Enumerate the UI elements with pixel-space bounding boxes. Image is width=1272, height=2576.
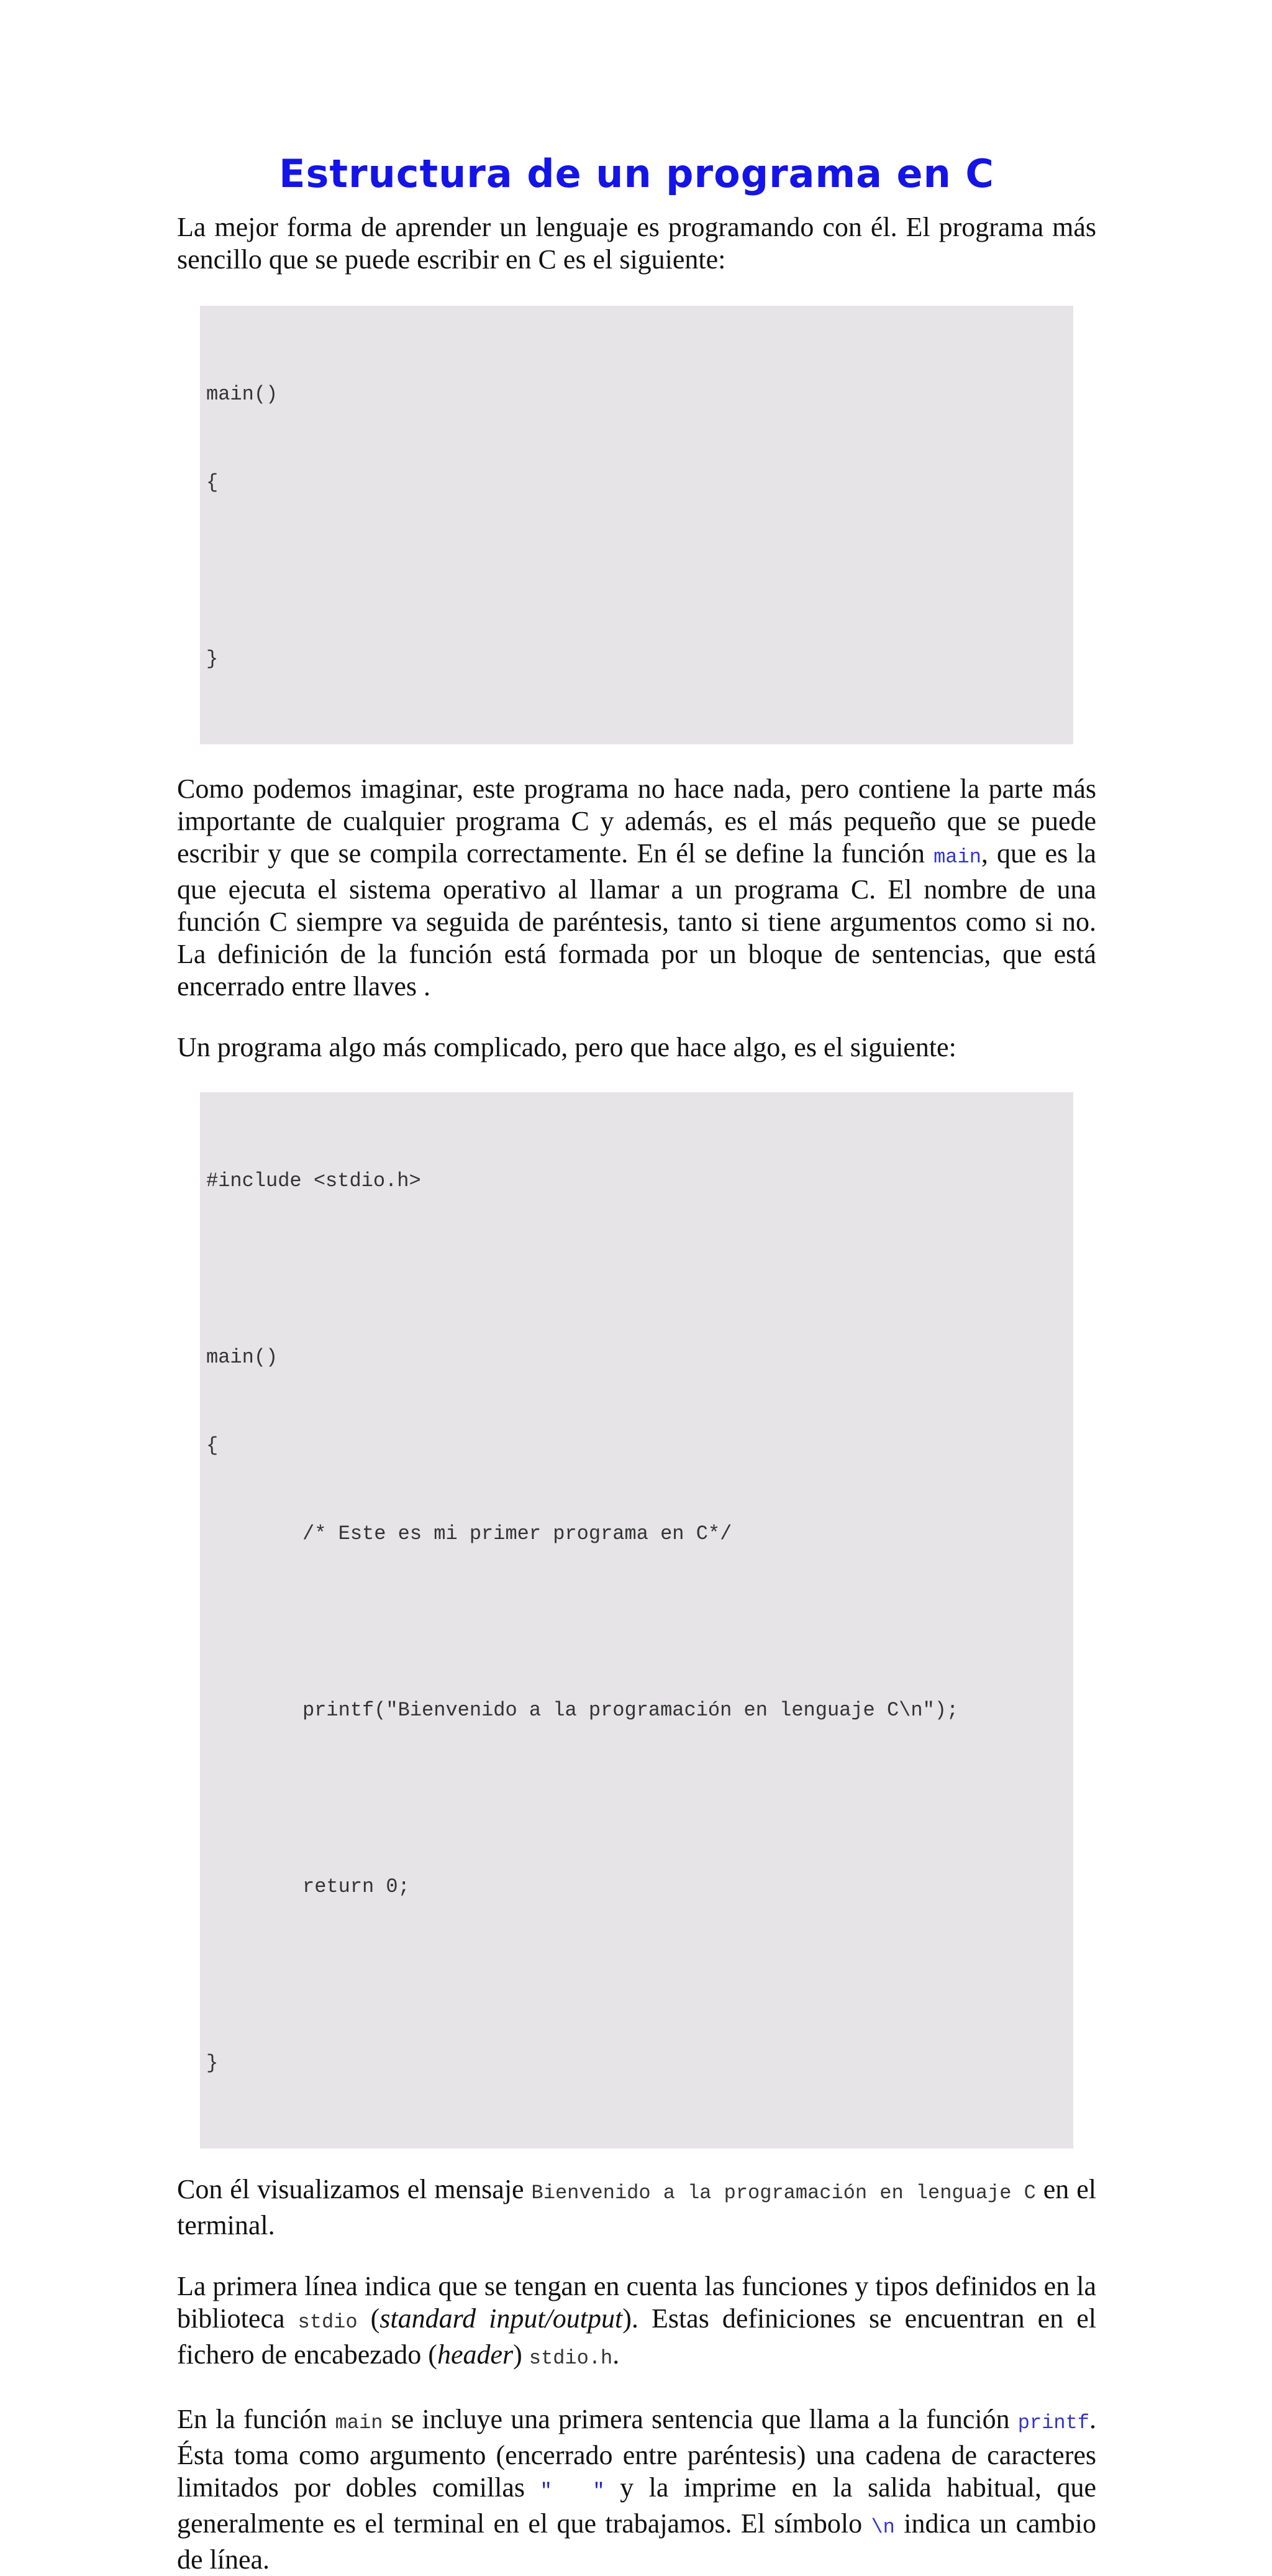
include-text-2: (	[357, 2303, 380, 2334]
include-text-3: ). Estas definiciones se encuentran en el fichero de encabezado (	[177, 2303, 1097, 2370]
standard-io-term: standard input/output	[379, 2303, 623, 2334]
include-text-5: .	[612, 2339, 620, 2370]
code-block-minimal	[200, 306, 1073, 744]
inline-code-printf: printf	[1017, 2411, 1089, 2434]
page-title: Estructura de un programa en C	[279, 151, 994, 196]
inline-code-main: main	[934, 846, 981, 869]
code-line-blank	[206, 1610, 1067, 1634]
printf-text-3: . Ésta toma como argumento (encerrado entre paréntesis) una cadena de caracteres limitados por dobles comillas	[177, 2404, 1096, 2503]
inline-code-message: Bienvenido a la programación en lenguaje C	[531, 2181, 1036, 2204]
code-line-blank	[206, 1258, 1067, 1281]
header-term: header	[437, 2339, 514, 2370]
code-line-return: return 0;	[302, 1875, 410, 1898]
code-line-comment: /* Este es mi primer programa en C*/	[302, 1522, 732, 1545]
code-line: main()	[206, 383, 278, 406]
code-line-open-brace: {	[206, 1434, 219, 1457]
inline-code-main: main	[335, 2411, 383, 2434]
explanation-paragraph	[177, 773, 1096, 1003]
intro-paragraph: La mejor forma de aprender un lenguaje es programando con él. El programa más sencillo que se puede escribir en C es el siguiente:	[177, 212, 1096, 275]
include-text-4: )	[513, 2339, 529, 2370]
document-page	[177, 149, 1096, 2576]
code-line: }	[206, 647, 219, 670]
output-text-end: en el terminal.	[177, 2174, 1096, 2240]
inline-code-stdio-h: stdio.h	[529, 2347, 613, 2370]
printf-text-5: indica un cambio de línea.	[177, 2508, 1096, 2575]
code-line-blank	[206, 1963, 1067, 1987]
printf-text-2: se incluye una primera sentencia que llama a la función	[383, 2404, 1018, 2434]
output-paragraph	[177, 2173, 1096, 2242]
explanation-text-start: Como podemos imaginar, este programa no hace nada, pero contiene la parte más importante de cualquier programa C y además, es el más pequeño que se puede escribir y que se compila correctamente. En él se define la función	[177, 774, 1096, 869]
printf-paragraph	[177, 2403, 1096, 2576]
code-block-hello	[200, 1092, 1073, 2149]
code-line-main: main()	[206, 1346, 278, 1369]
include-text-1: La primera línea indica que se tengan en cuenta las funciones y tipos definidos en la biblioteca	[177, 2271, 1096, 2334]
code-line-printf: printf("Bienvenido a la programación en lenguaje C\n");	[302, 1699, 959, 1722]
inline-code-stdio: stdio	[298, 2311, 358, 2334]
inline-code-newline: \n	[871, 2516, 895, 2539]
code-line	[206, 559, 1067, 583]
printf-text-1: En la función	[177, 2404, 335, 2434]
code-line-include: #include <stdio.h>	[206, 1169, 421, 1192]
printf-text-4: y la imprime en la salida habitual, que generalmente es el terminal en el que trabajamos. El símbolo	[177, 2472, 1097, 2539]
inline-code-quotes: " "	[540, 2480, 605, 2503]
include-paragraph	[177, 2270, 1096, 2375]
output-text-start: Con él visualizamos el mensaje	[177, 2174, 532, 2204]
explanation-text-end: , que es la que ejecuta el sistema operativo al llamar a un programa C. El nombre de una función C siempre va seguida de paréntesis, tanto si tiene argumentos como si no. La definición de la función está formada por un bloque de sentencias, que está encerrado entre llaves .	[177, 838, 1096, 1002]
code-line: {	[206, 471, 219, 494]
complex-program-paragraph: Un programa algo más complicado, pero que hace algo, es el siguiente:	[177, 1032, 956, 1062]
code-line-blank	[206, 1787, 1067, 1811]
code-line-close-brace: }	[206, 2052, 219, 2075]
